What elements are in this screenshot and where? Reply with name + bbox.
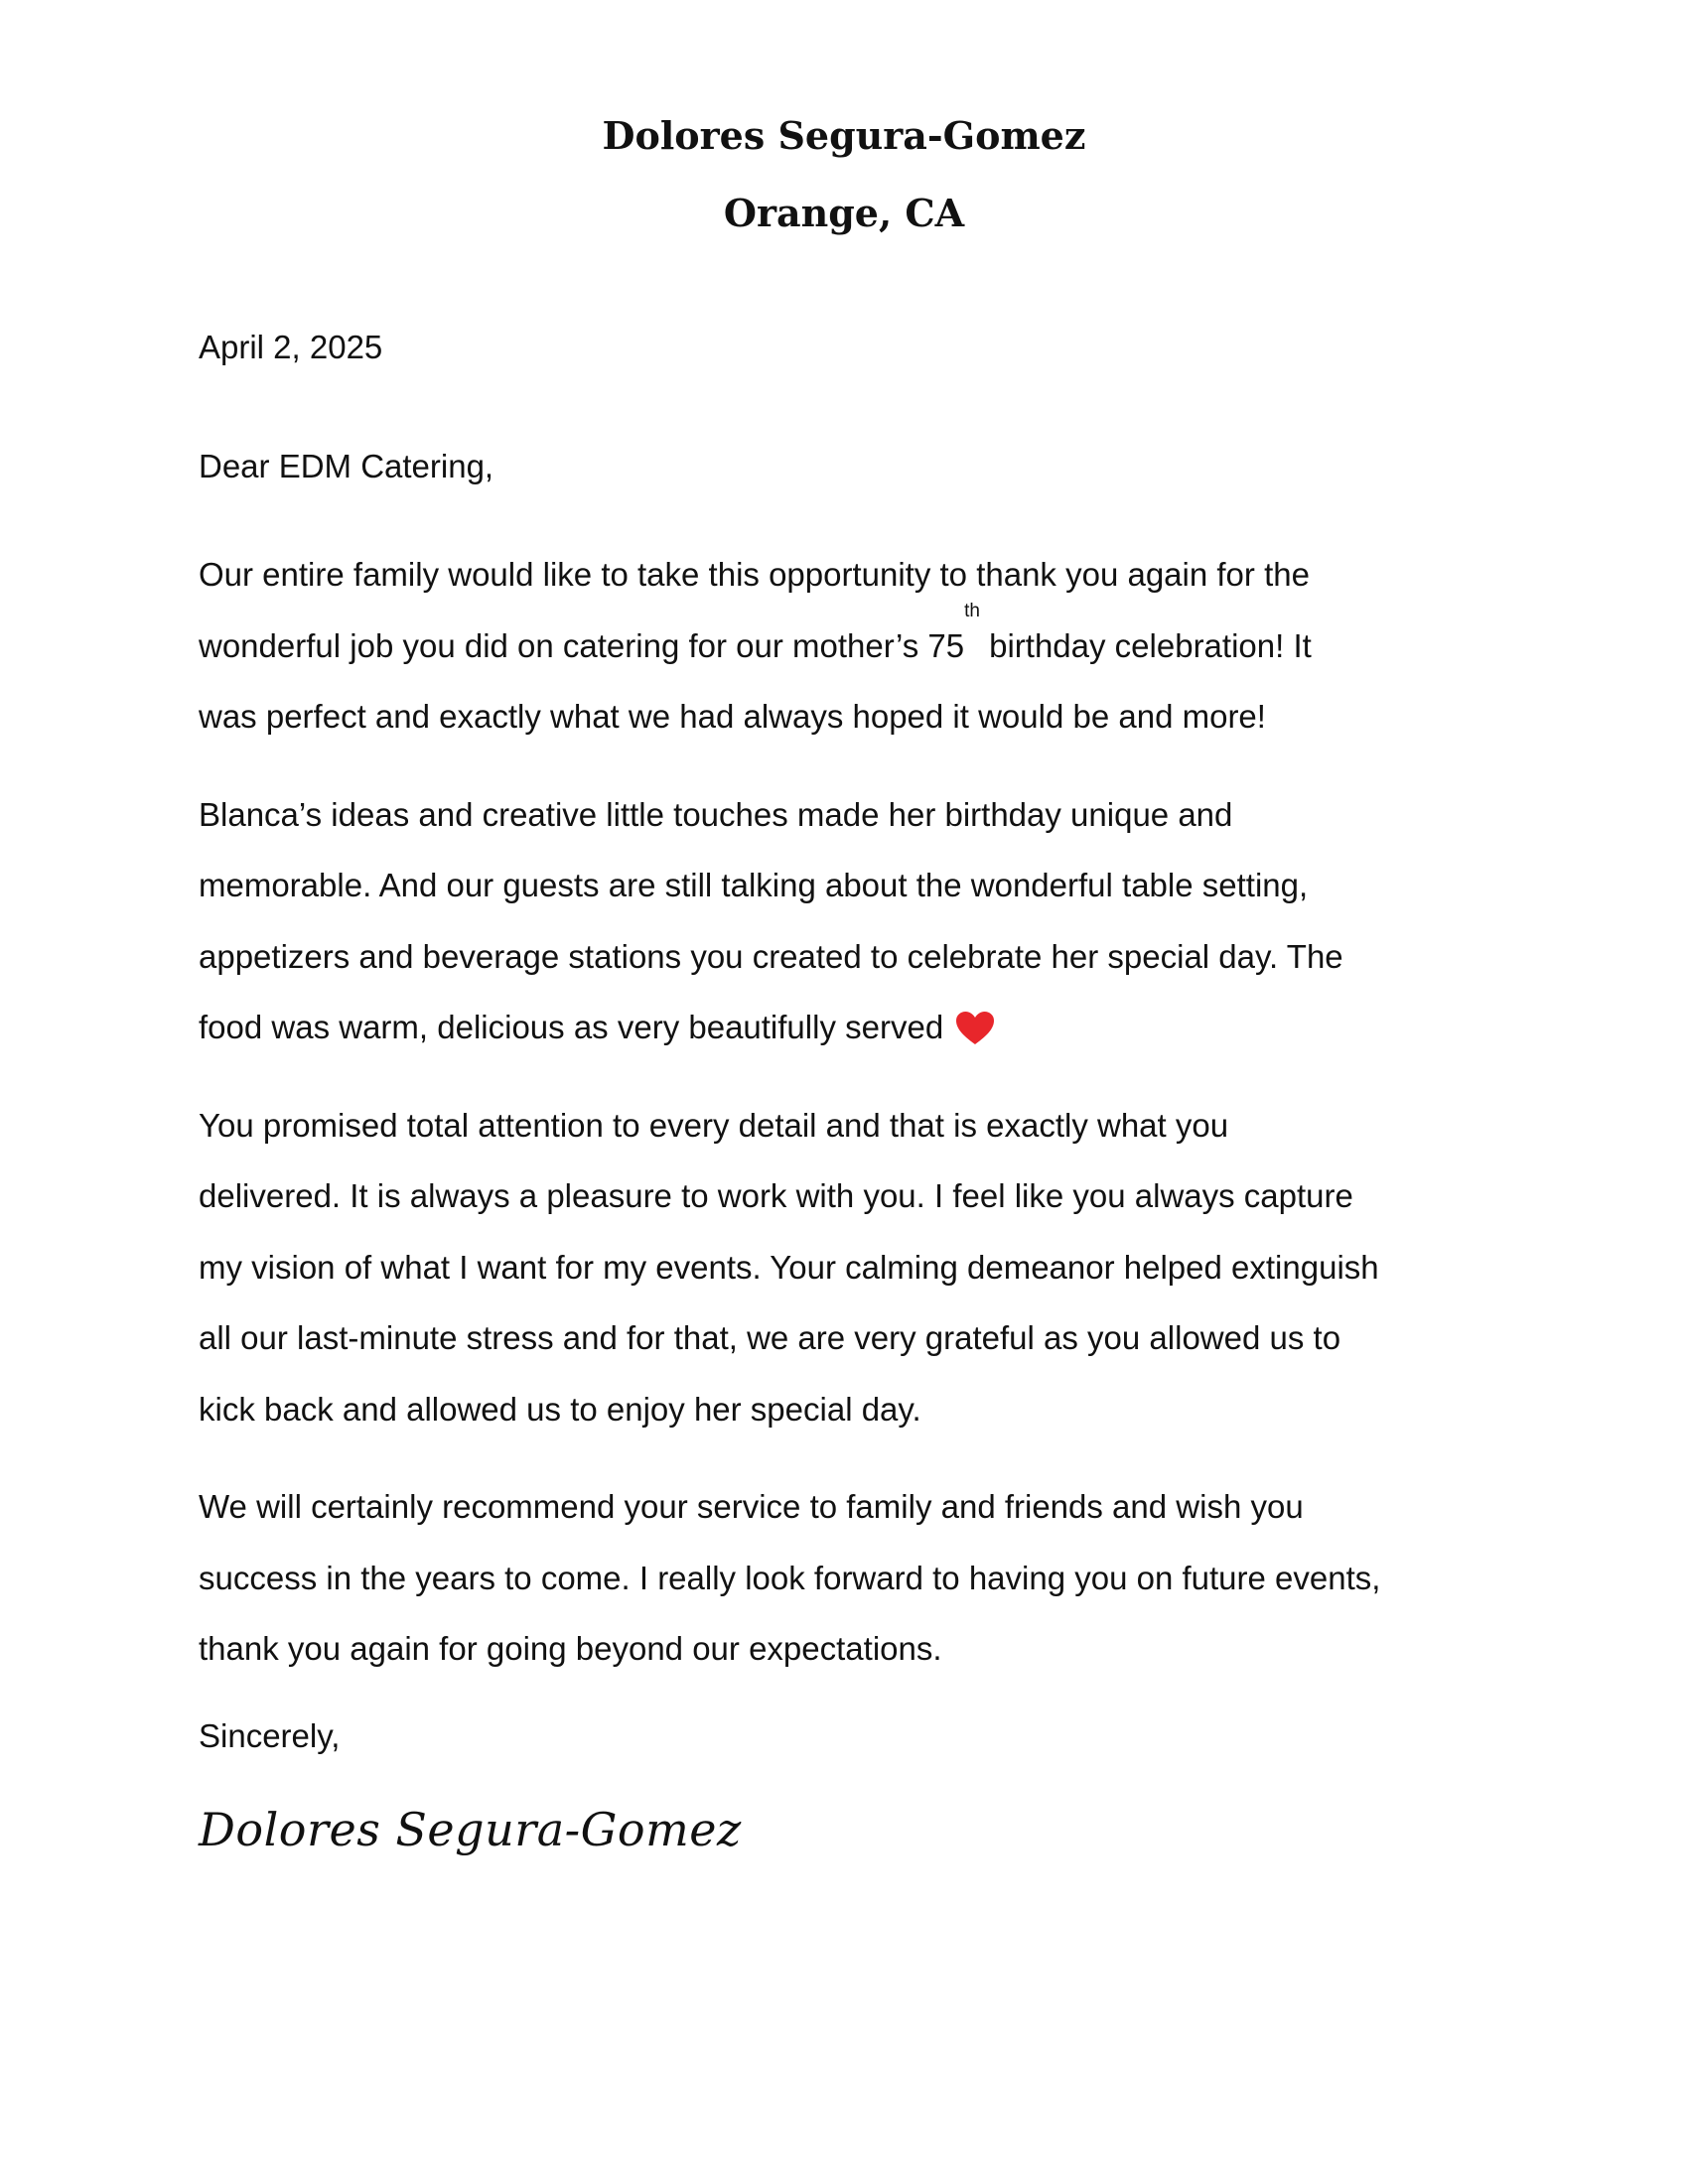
paragraph-line: my vision of what I want for my events. Your calming demeanor helped extinguish <box>199 1248 1379 1286</box>
paragraph-line: kick back and allowed us to enjoy her special day. <box>199 1390 921 1428</box>
letterhead <box>0 97 1688 252</box>
letter-date: April 2, 2025 <box>199 329 383 365</box>
paragraph-line: success in the years to come. I really look forward to having you on future events, <box>199 1559 1381 1596</box>
paragraph-line: wonderful job you did on catering for our mother’s 75th birthday celebration! It <box>199 600 1312 664</box>
paragraph-line: thank you again for going beyond our expectations. <box>199 1630 942 1667</box>
paragraph-thanks <box>199 539 1509 752</box>
paragraph-line: You promised total attention to every detail and that is exactly what you <box>199 1106 1229 1144</box>
letter-body <box>199 323 1509 1859</box>
sender-location: Orange, CA <box>723 191 965 235</box>
paragraph-line: Blanca’s ideas and creative little touches made her birthday unique and <box>199 795 1233 833</box>
paragraph-line: food was warm, delicious as very beautifully served <box>199 992 1509 1063</box>
closing: Sincerely, <box>199 1716 341 1754</box>
salutation: Dear EDM Catering, <box>199 448 494 484</box>
heart-icon <box>955 1011 995 1046</box>
paragraph-line: memorable. And our guests are still talking about the wonderful table setting, <box>199 867 1309 903</box>
paragraph-line: was perfect and exactly what we had always hoped it would be and more! <box>199 698 1266 735</box>
paragraph-line: delivered. It is always a pleasure to work with you. I feel like you always capture <box>199 1177 1353 1214</box>
paragraph-line: appetizers and beverage stations you created to celebrate her special day. The <box>199 937 1343 975</box>
paragraph-promise <box>199 1090 1509 1445</box>
paragraph-line: all our last-minute stress and for that, we are very grateful as you allowed us to <box>199 1319 1341 1356</box>
paragraph-recommend <box>199 1471 1509 1685</box>
ordinal-suffix: th <box>964 600 980 621</box>
paragraph-blanca <box>199 779 1509 1063</box>
signature: Dolores Segura-Gomez <box>199 1802 742 1856</box>
paragraph-line: We will certainly recommend your service to family and friends and wish you <box>199 1488 1304 1525</box>
sender-name: Dolores Segura-Gomez <box>602 113 1086 158</box>
paragraph-line: Our entire family would like to take this opportunity to thank you again for the <box>199 556 1310 593</box>
